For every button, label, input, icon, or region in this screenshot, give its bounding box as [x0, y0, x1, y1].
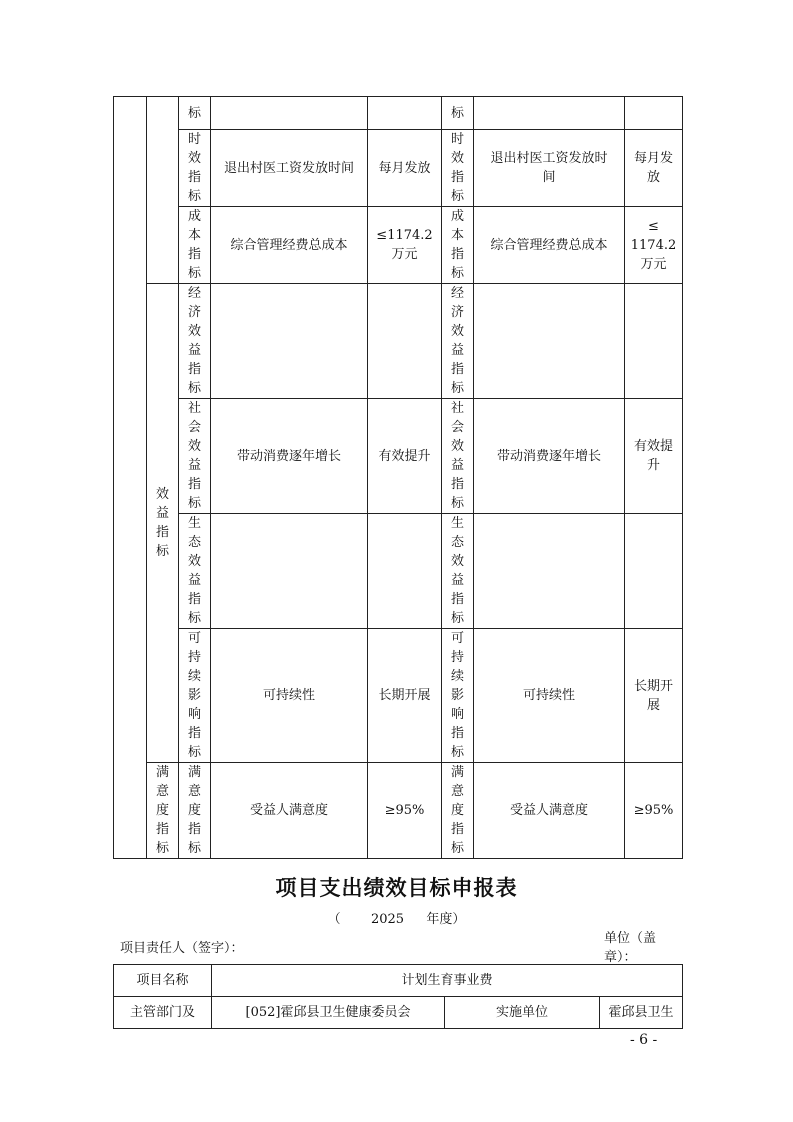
indicator-type-actual: 成 本 指 标 [442, 207, 474, 284]
indicator-name: 退出村医工资发放时间 [211, 130, 368, 207]
indicator-value-actual [625, 97, 683, 130]
indicator-type: 经 济 效 益 指 标 [179, 284, 211, 399]
indicator-type-actual: 满 意 度 指 标 [442, 763, 474, 859]
indicator-value [368, 284, 442, 399]
indicator-value-actual: ≤ 1174.2 万元 [625, 207, 683, 284]
indicator-type-actual: 经 济 效 益 指 标 [442, 284, 474, 399]
indicator-value: ≥95% [368, 763, 442, 859]
project-name-label: 项目名称 [114, 965, 212, 997]
indicator-name-actual [474, 284, 625, 399]
responsible-person-label: 项目责任人（签字）： [120, 941, 244, 956]
level2-output-cell [147, 97, 179, 284]
form-year [0, 908, 793, 927]
year-open-paren: （ [327, 912, 341, 927]
indicator-name-actual: 综合管理经费总成本 [474, 207, 625, 284]
indicator-value-actual: 长期开 展 [625, 629, 683, 763]
satisfaction-indicator-label: 满 意 度 指 标 [147, 763, 179, 859]
indicator-name: 受益人满意度 [211, 763, 368, 859]
indicator-type-actual: 可 持 续 影 响 指 标 [442, 629, 474, 763]
indicator-value: 长期开展 [368, 629, 442, 763]
indicator-name-actual: 退出村医工资发放时 间 [474, 130, 625, 207]
indicator-type-actual: 社 会 效 益 指 标 [442, 399, 474, 514]
indicator-value-actual: 每月发 放 [625, 130, 683, 207]
indicator-value: 有效提升 [368, 399, 442, 514]
indicator-type: 满 意 度 指 标 [179, 763, 211, 859]
indicator-value: ≤1174.2 万元 [368, 207, 442, 284]
indicator-type-actual: 生 态 效 益 指 标 [442, 514, 474, 629]
indicator-value-actual [625, 284, 683, 399]
form-title: 项目支出绩效目标申报表 [275, 875, 518, 900]
indicator-value [368, 514, 442, 629]
indicator-name: 综合管理经费总成本 [211, 207, 368, 284]
indicator-value: 每月发放 [368, 130, 442, 207]
indicator-name [211, 514, 368, 629]
indicator-name-actual: 受益人满意度 [474, 763, 625, 859]
performance-indicator-table [113, 96, 683, 859]
indicator-name-actual [474, 97, 625, 130]
indicator-value [368, 97, 442, 130]
project-info-table [113, 964, 683, 1029]
impl-unit-value: 霍邱县卫生 [600, 997, 683, 1029]
benefit-indicator-label: 效 益 指 标 [147, 284, 179, 763]
indicator-name: 可持续性 [211, 629, 368, 763]
year-value: 2025 [370, 912, 405, 927]
indicator-type-actual: 标 [442, 97, 474, 130]
level1-indicator-cell [114, 97, 147, 859]
indicator-value-actual: 有效提 升 [625, 399, 683, 514]
indicator-name [211, 284, 368, 399]
unit-seal-label: 单位（盖 章）： [604, 931, 657, 965]
page-number: - 6 - [630, 1032, 658, 1048]
dept-value: [052]霍邱县卫生健康委员会 [212, 997, 445, 1029]
indicator-type: 时 效 指 标 [179, 130, 211, 207]
indicator-type: 生 态 效 益 指 标 [179, 514, 211, 629]
project-name-value: 计划生育事业费 [212, 965, 683, 997]
dept-label: 主管部门及 [114, 997, 212, 1029]
indicator-name-actual: 可持续性 [474, 629, 625, 763]
indicator-name [211, 97, 368, 130]
indicator-type-actual: 时 效 指 标 [442, 130, 474, 207]
year-close: 年度） [426, 912, 466, 927]
indicator-type: 社 会 效 益 指 标 [179, 399, 211, 514]
impl-unit-label: 实施单位 [445, 997, 600, 1029]
indicator-name-actual: 带动消费逐年增长 [474, 399, 625, 514]
indicator-value-actual: ≥95% [625, 763, 683, 859]
indicator-type: 成 本 指 标 [179, 207, 211, 284]
indicator-type: 可 持 续 影 响 指 标 [179, 629, 211, 763]
indicator-value-actual [625, 514, 683, 629]
indicator-name: 带动消费逐年增长 [211, 399, 368, 514]
indicator-name-actual [474, 514, 625, 629]
indicator-type: 标 [179, 97, 211, 130]
